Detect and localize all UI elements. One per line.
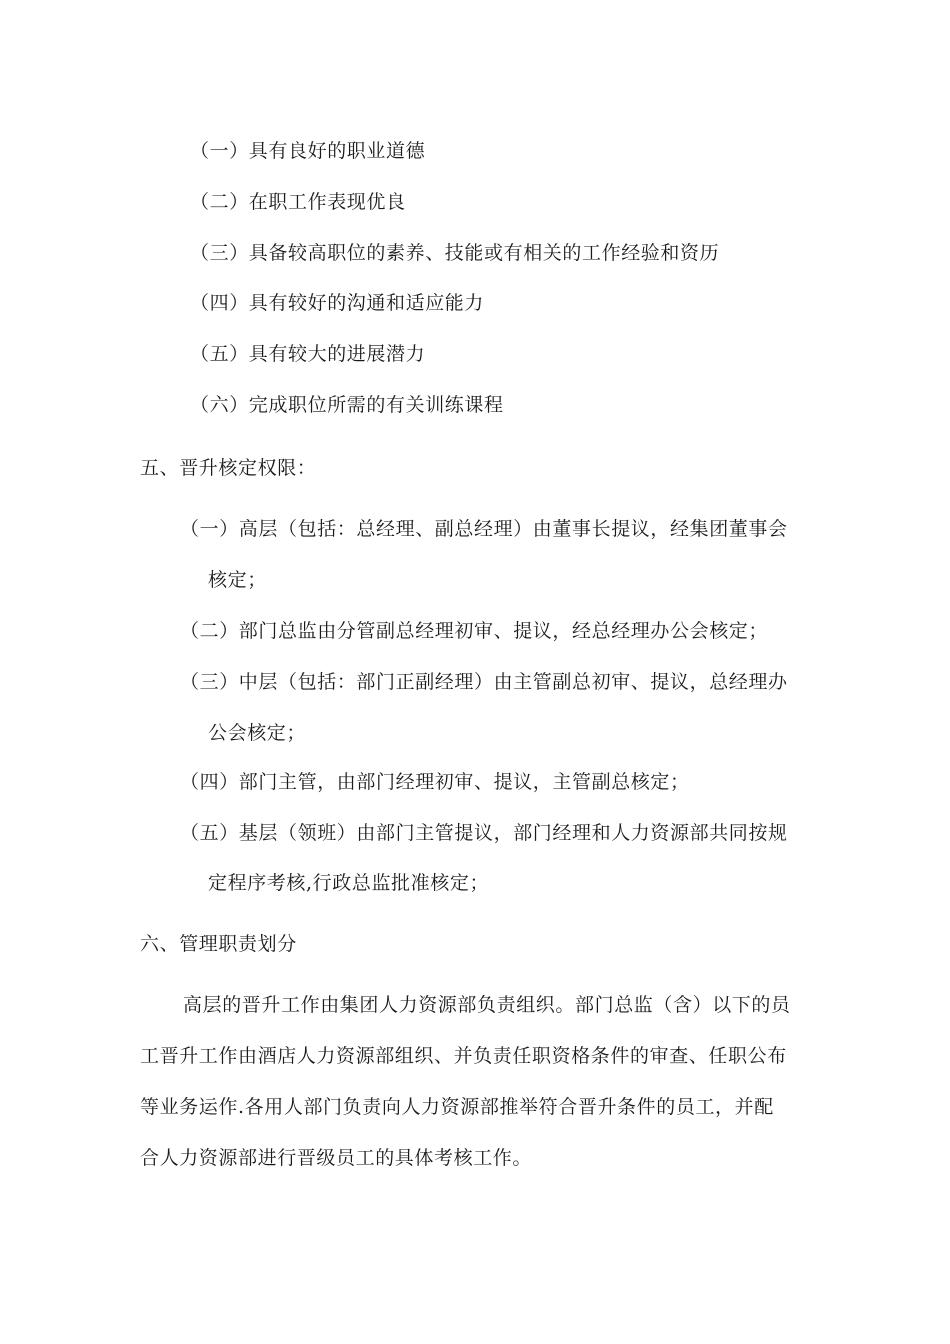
list-item-continuation: 核定； [208,569,267,591]
list-item: （六）完成职位所需的有关训练课程 [190,394,504,416]
list-item: （四）部门主管，由部门经理初审、提议，主管副总核定； [180,771,690,793]
list-item: （三）具备较高职位的素养、技能或有相关的工作经验和资历 [190,242,720,264]
list-item: （一）高层（包括：总经理、副总经理）由董事长提议，经集团董事会 [180,518,788,540]
list-item-continuation: 公会核定； [208,722,307,744]
list-item: （二）在职工作表现优良 [190,191,406,213]
list-item: （一）具有良好的职业道德 [190,140,426,162]
list-item: （四）具有较好的沟通和适应能力 [190,292,485,314]
list-item: （五）具有较大的进展潜力 [190,343,426,365]
paragraph-line: 工晋升工作由酒店人力资源部组织、并负责任职资格条件的审查、任职公布 [140,1045,787,1067]
paragraph-line: 高层的晋升工作由集团人力资源部负责组织。部门总监（含）以下的员 [183,994,791,1016]
list-item-continuation: 定程序考核,行政总监批准核定； [208,872,490,894]
section-heading: 六、管理职责划分 [140,933,297,955]
list-item: （三）中层（包括：部门正副经理）由主管副总初审、提议，总经理办 [180,671,788,693]
paragraph-line: 等业务运作.各用人部门负责向人力资源部推举符合晋升条件的员工，并配 [140,1096,774,1118]
list-item: （二）部门总监由分管副总经理初审、提议，经总经理办公会核定； [180,620,769,642]
section-heading: 五、晋升核定权限： [140,457,317,479]
list-item: （五）基层（领班）由部门主管提议，部门经理和人力资源部共同按规 [180,822,788,844]
paragraph-line: 合人力资源部进行晋级员工的具体考核工作。 [140,1147,533,1169]
